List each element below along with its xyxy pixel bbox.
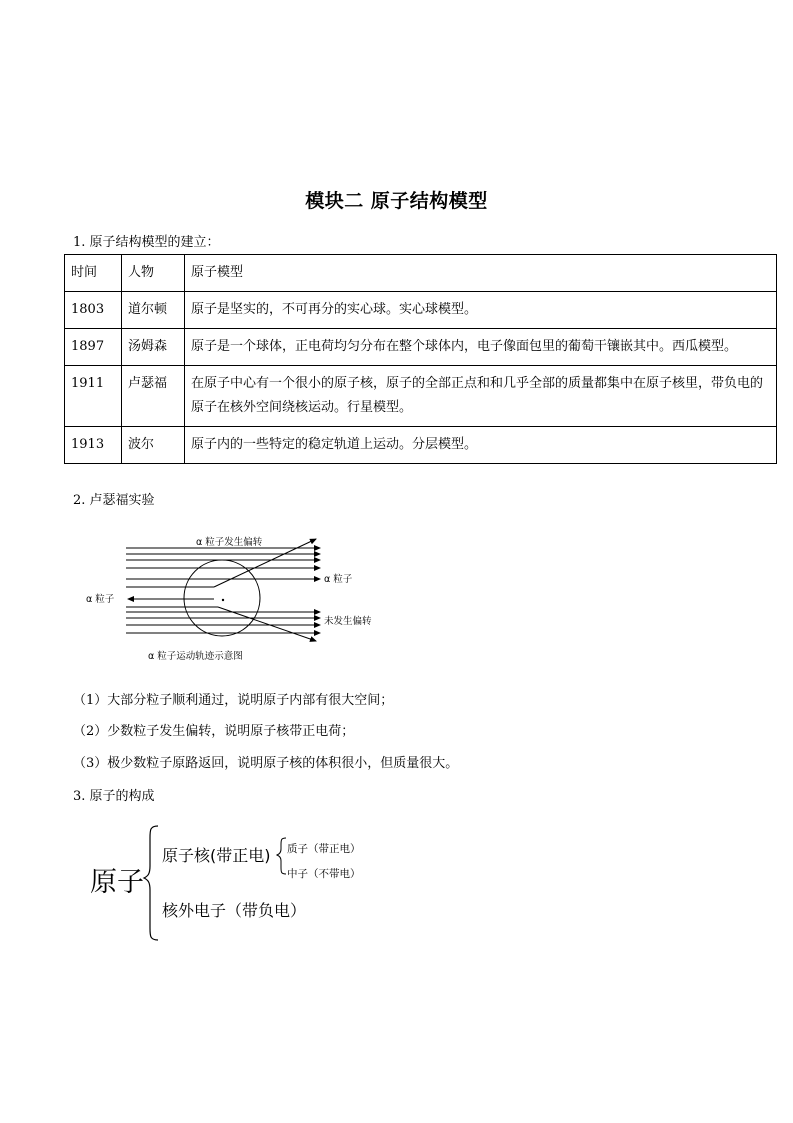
point-1: （1）大部分粒子顺利通过，说明原子内部有很大空间； xyxy=(73,693,394,708)
electron-label: 核外电子（带负电） xyxy=(162,901,307,920)
cell-person: 汤姆森 xyxy=(122,329,185,366)
cell-model: 原子是一个球体，正电荷均匀分布在整个球体内，电子像面包里的葡萄干镶嵌其中。西瓜模型。 xyxy=(185,329,777,366)
section-2-heading: 2. 卢瑟福实验 xyxy=(73,493,155,508)
cell-year: 1911 xyxy=(65,366,122,427)
table-row xyxy=(65,292,777,329)
diagram-caption: α 粒子运动轨迹示意图 xyxy=(148,651,243,662)
rutherford-diagram xyxy=(84,528,404,668)
cell-model: 原子是坚实的，不可再分的实心球。实心球模型。 xyxy=(185,292,777,329)
point-3: （3）极少数粒子原路返回，说明原子核的体积很小，但质量很大。 xyxy=(73,756,459,771)
label-deflected: α 粒子发生偏转 xyxy=(196,537,263,548)
cell-model: 原子内的一些特定的稳定轨道上运动。分层模型。 xyxy=(185,427,777,464)
atomic-model-table xyxy=(64,254,777,464)
cell-person: 道尔顿 xyxy=(122,292,185,329)
page-title: 模块二 原子结构模型 xyxy=(305,190,488,212)
cell-model: 在原子中心有一个很小的原子核，原子的全部正点和和几乎全部的质量都集中在原子核里，带负电的原子在核外空间绕核运动。行星模型。 xyxy=(185,366,777,427)
nucleus-label: 原子核(带正电) xyxy=(162,846,271,865)
outer-brace xyxy=(144,826,158,940)
label-alpha-right: α 粒子 xyxy=(324,574,353,585)
table-row xyxy=(65,366,777,427)
label-not-deflected: 未发生偏转 xyxy=(324,616,372,627)
header-model: 原子模型 xyxy=(185,255,777,292)
cell-person: 波尔 xyxy=(122,427,185,464)
section-3-heading: 3. 原子的构成 xyxy=(73,789,155,804)
header-time: 时间 xyxy=(65,255,122,292)
proton-label: 质子（带正电） xyxy=(287,843,361,855)
atom-label: 原子 xyxy=(90,867,144,898)
point-2: （2）少数粒子发生偏转，说明原子核带正电荷； xyxy=(73,724,355,739)
table-row xyxy=(65,427,777,464)
section-1-heading: 1. 原子结构模型的建立： xyxy=(73,235,220,250)
cell-person: 卢瑟福 xyxy=(122,366,185,427)
label-alpha-left: α 粒子 xyxy=(86,594,115,605)
cell-year: 1803 xyxy=(65,292,122,329)
header-person: 人物 xyxy=(122,255,185,292)
cell-year: 1913 xyxy=(65,427,122,464)
neutron-label: 中子（不带电） xyxy=(287,868,361,880)
nucleus-dot xyxy=(222,599,224,601)
cell-year: 1897 xyxy=(65,329,122,366)
table-row xyxy=(65,329,777,366)
inner-brace xyxy=(277,838,286,874)
alpha-beam-lines xyxy=(126,539,320,641)
table-header-row xyxy=(65,255,777,292)
